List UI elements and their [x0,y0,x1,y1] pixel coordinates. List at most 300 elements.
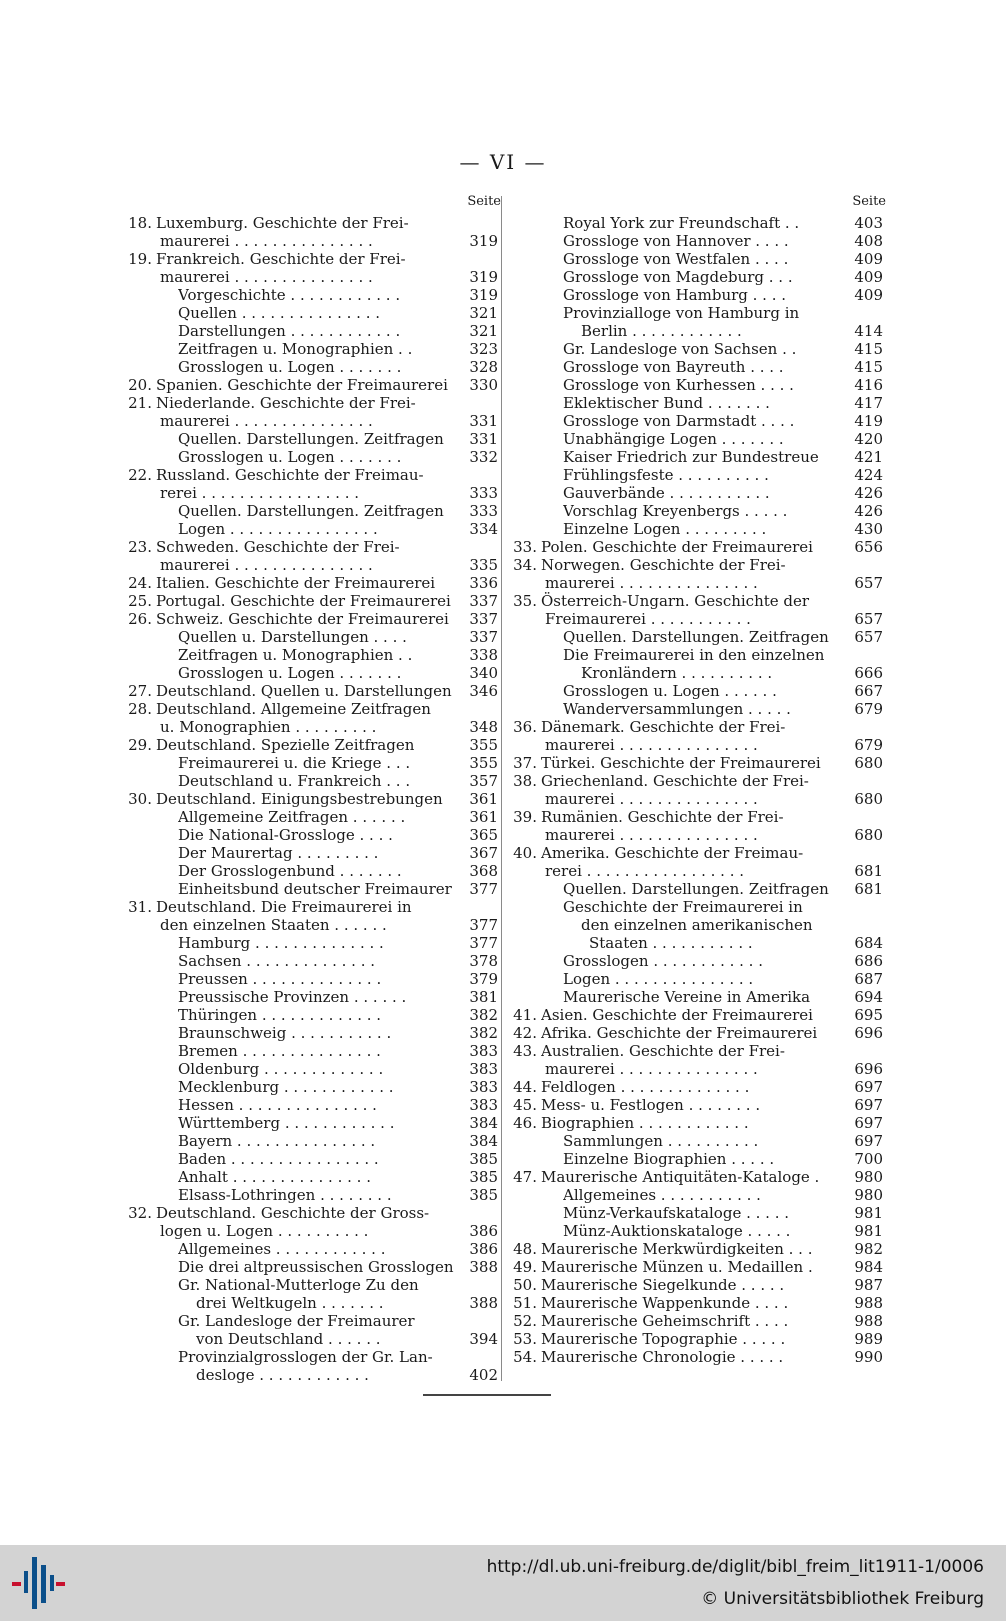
toc-entry-title: Amerika. Geschichte der Freimau- [541,844,804,862]
toc-entry-page: 383 [469,1096,498,1114]
toc-entry [503,1024,883,1042]
toc-entry-page: 340 [469,664,498,682]
toc-entry [503,448,883,466]
toc-entry-page: 666 [854,664,883,682]
toc-entry-page: 331 [469,430,498,448]
toc-entry-number: 42. [513,1024,537,1042]
toc-entry-number: 53. [513,1330,537,1348]
toc-entry-title: Gauverbände . . . . . . . . . . . [563,484,770,502]
toc-entry-title: Quellen. Darstellungen. Zeitfragen [178,430,444,448]
toc-entry [118,376,498,394]
toc-entry-title: Maurerische Wappenkunde . . . . [541,1294,789,1312]
toc-entry-number: 33. [513,538,537,556]
toc-entry-page: 334 [469,520,498,538]
toc-entry [118,628,498,646]
toc-entry [118,484,498,502]
toc-entry-page: 415 [854,358,883,376]
toc-entry [503,412,883,430]
toc-entry-page: 987 [854,1276,883,1294]
toc-entry-title: Quellen. Darstellungen. Zeitfragen [563,628,829,646]
toc-entry-title: Portugal. Geschichte der Freimaurerei [156,592,451,610]
toc-entry-title: Quellen . . . . . . . . . . . . . . . [178,304,381,322]
toc-right-rows [503,214,883,1366]
toc-entry-title: maurerei . . . . . . . . . . . . . . . [545,736,758,754]
toc-entry-page: 980 [854,1186,883,1204]
toc-entry-number: 35. [513,592,537,610]
toc-entry-title: Quellen. Darstellungen. Zeitfragen [178,502,444,520]
toc-entry-number: 31. [128,898,152,916]
toc-entry [503,862,883,880]
toc-entry-page: 346 [469,682,498,700]
toc-entry-title: Gr. Landesloge von Sachsen . . [563,340,797,358]
toc-entry [118,646,498,664]
toc-entry-number: 49. [513,1258,537,1276]
toc-entry-title: Kaiser Friedrich zur Bundestreue [563,448,819,466]
toc-entry [503,232,883,250]
toc-entry-title: Allgemeines . . . . . . . . . . . [563,1186,761,1204]
toc-entry [118,1258,498,1276]
toc-entry-page: 680 [854,826,883,844]
toc-entry-title: Asien. Geschichte der Freimaurerei [541,1006,813,1024]
toc-entry [118,1276,498,1294]
toc-entry-title: Afrika. Geschichte der Freimaurerei [541,1024,818,1042]
toc-entry [503,916,883,934]
toc-entry-title: Maurerische Geheimschrift . . . . [541,1312,789,1330]
toc-entry-title: Logen . . . . . . . . . . . . . . . . [178,520,378,538]
toc-entry-title: Grosslogen . . . . . . . . . . . . [563,952,763,970]
toc-entry-title: Grosslogen u. Logen . . . . . . [563,682,777,700]
toc-entry [118,952,498,970]
toc-entry-title: Bremen . . . . . . . . . . . . . . . [178,1042,381,1060]
toc-entry-title: Sachsen . . . . . . . . . . . . . . [178,952,376,970]
toc-entry [503,898,883,916]
toc-entry-title: logen u. Logen . . . . . . . . . . [160,1222,369,1240]
toc-entry-title: maurerei . . . . . . . . . . . . . . . [160,232,373,250]
toc-entry-page: 378 [469,952,498,970]
toc-entry-number: 28. [128,700,152,718]
toc-entry-page: 426 [854,502,883,520]
toc-entry-number: 37. [513,754,537,772]
toc-entry-page: 384 [469,1132,498,1150]
toc-entry-page: 980 [854,1168,883,1186]
toc-entry-title: Maurerische Chronologie . . . . . [541,1348,784,1366]
toc-entry [118,286,498,304]
toc-entry [503,754,883,772]
toc-entry [503,304,883,322]
toc-entry-page: 335 [469,556,498,574]
toc-entry-title: Grossloge von Westfalen . . . . [563,250,789,268]
toc-entry-page: 419 [854,412,883,430]
toc-entry [503,1348,883,1366]
toc-entry-page: 384 [469,1114,498,1132]
toc-entry-title: Der Maurertag . . . . . . . . . [178,844,379,862]
footer-bar [0,1545,1006,1621]
toc-entry-number: 41. [513,1006,537,1024]
toc-entry [503,484,883,502]
toc-entry-page: 414 [854,322,883,340]
toc-entry [118,754,498,772]
toc-entry-title: Freimaurerei u. die Kriege . . . [178,754,411,772]
toc-entry-title: Zeitfragen u. Monographien . . [178,646,413,664]
toc-entry-number: 19. [128,250,152,268]
toc-entry [503,1060,883,1078]
toc-entry [118,1240,498,1258]
toc-entry [503,1078,883,1096]
toc-entry [503,772,883,790]
toc-entry [118,700,498,718]
toc-entry-title: Frankreich. Geschichte der Frei- [156,250,406,268]
toc-entry-title: Zeitfragen u. Monographien . . [178,340,413,358]
column-divider [501,196,502,1381]
toc-entry-title: Freimaurerei . . . . . . . . . . . [545,610,751,628]
toc-entry [118,304,498,322]
toc-entry-page: 328 [469,358,498,376]
toc-entry [118,916,498,934]
toc-entry-page: 388 [469,1258,498,1276]
toc-entry-number: 20. [128,376,152,394]
toc-entry-title: Grossloge von Kurhessen . . . . [563,376,794,394]
toc-entry-page: 332 [469,448,498,466]
toc-entry-title: Allgemeines . . . . . . . . . . . . [178,1240,386,1258]
toc-entry-page: 336 [469,574,498,592]
toc-entry-page: 687 [854,970,883,988]
toc-entry [118,466,498,484]
toc-entry-page: 402 [469,1366,498,1384]
toc-entry-page: 417 [854,394,883,412]
toc-entry-page: 379 [469,970,498,988]
toc-entry-number: 50. [513,1276,537,1294]
toc-entry [503,250,883,268]
toc-entry [503,718,883,736]
toc-entry-page: 403 [854,214,883,232]
toc-entry-title: Deutschland. Die Freimaurerei in [156,898,412,916]
toc-entry [118,358,498,376]
toc-entry-page: 667 [854,682,883,700]
toc-entry-page: 337 [469,592,498,610]
toc-entry-page: 681 [854,880,883,898]
toc-entry [118,1060,498,1078]
toc-entry-page: 409 [854,286,883,304]
toc-entry-number: 43. [513,1042,537,1060]
toc-entry [503,988,883,1006]
toc-entry [503,1330,883,1348]
toc-entry-page: 394 [469,1330,498,1348]
toc-entry [503,1312,883,1330]
toc-entry-title: Quellen. Darstellungen. Zeitfragen [563,880,829,898]
toc-entry [118,1204,498,1222]
toc-entry-title: Grosslogen u. Logen . . . . . . . [178,358,402,376]
toc-entry-title: Preussische Provinzen . . . . . . [178,988,407,1006]
seite-label-left: Seite [467,194,501,209]
toc-entry-number: 45. [513,1096,537,1114]
toc-entry-title: Türkei. Geschichte der Freimaurerei [541,754,821,772]
toc-entry-page: 984 [854,1258,883,1276]
toc-entry [118,394,498,412]
toc-entry [503,322,883,340]
toc-entry-page: 323 [469,340,498,358]
toc-entry-title: Preussen . . . . . . . . . . . . . . [178,970,382,988]
toc-entry-page: 388 [469,1294,498,1312]
toc-entry [503,538,883,556]
toc-entry-title: von Deutschland . . . . . . [196,1330,381,1348]
toc-entry [118,1024,498,1042]
toc-entry-page: 657 [854,628,883,646]
toc-entry [118,574,498,592]
page-number: — VI — [459,150,547,174]
toc-entry-page: 409 [854,250,883,268]
toc-entry-page: 680 [854,754,883,772]
toc-entry-page: 368 [469,862,498,880]
toc-entry [503,970,883,988]
toc-entry [118,520,498,538]
toc-entry [503,844,883,862]
toc-entry [118,556,498,574]
toc-entry [503,1114,883,1132]
toc-entry-number: 29. [128,736,152,754]
seite-label-right: Seite [852,194,886,209]
toc-entry-title: Maurerische Vereine in Amerika [563,988,811,1006]
end-rule [423,1394,551,1396]
toc-entry-title: Maurerische Merkwürdigkeiten . . . [541,1240,813,1258]
toc-entry-title: Deutschland. Allgemeine Zeitfragen [156,700,431,718]
toc-entry [118,340,498,358]
toc-entry-page: 679 [854,736,883,754]
toc-entry-page: 333 [469,502,498,520]
toc-entry-title: den einzelnen amerikanischen [581,916,813,934]
toc-entry [503,1276,883,1294]
toc-entry-title: Geschichte der Freimaurerei in [563,898,803,916]
toc-entry [118,1042,498,1060]
source-url[interactable]: http://dl.ub.uni-freiburg.de/diglit/bibl_freim_lit1911-1/0006 [486,1557,984,1577]
ub-freiburg-logo-icon [10,1555,66,1611]
toc-entry-title: maurerei . . . . . . . . . . . . . . . [545,574,758,592]
toc-entry-number: 26. [128,610,152,628]
toc-entry [503,376,883,394]
toc-entry-title: Die drei altpreussischen Grosslogen [178,1258,454,1276]
toc-entry-title: Provinzialgrosslogen der Gr. Lan- [178,1348,433,1366]
toc-entry [503,214,883,232]
toc-entry [503,520,883,538]
toc-entry [118,1330,498,1348]
toc-entry-page: 385 [469,1186,498,1204]
toc-entry-title: Vorschlag Kreyenbergs . . . . . [563,502,788,520]
toc-entry [118,970,498,988]
toc-entry [118,862,498,880]
toc-entry-page: 697 [854,1078,883,1096]
toc-entry [503,1042,883,1060]
toc-entry-page: 361 [469,790,498,808]
toc-entry-page: 386 [469,1222,498,1240]
toc-entry-title: Unabhängige Logen . . . . . . . [563,430,784,448]
toc-entry [118,1186,498,1204]
toc-entry-page: 361 [469,808,498,826]
toc-entry-number: 38. [513,772,537,790]
toc-entry-number: 54. [513,1348,537,1366]
toc-entry [503,790,883,808]
toc-entry-title: Maurerische Münzen u. Medaillen . [541,1258,813,1276]
toc-entry-title: Einzelne Logen . . . . . . . . . [563,520,767,538]
toc-entry-page: 377 [469,916,498,934]
toc-entry [118,1096,498,1114]
toc-entry-page: 333 [469,484,498,502]
toc-entry-title: drei Weltkugeln . . . . . . . [196,1294,384,1312]
toc-entry [118,430,498,448]
toc-entry-title: Gr. Landesloge der Freimaurer [178,1312,415,1330]
toc-entry-title: Luxemburg. Geschichte der Frei- [156,214,409,232]
toc-entry-page: 337 [469,628,498,646]
toc-entry [503,430,883,448]
toc-entry-number: 21. [128,394,152,412]
toc-entry-title: Dänemark. Geschichte der Frei- [541,718,786,736]
toc-entry-page: 355 [469,754,498,772]
toc-entry [118,844,498,862]
toc-entry-page: 680 [854,790,883,808]
toc-entry-title: Grossloge von Hannover . . . . [563,232,789,250]
toc-entry-page: 385 [469,1150,498,1168]
toc-entry-page: 409 [854,268,883,286]
toc-entry-title: maurerei . . . . . . . . . . . . . . . [545,790,758,808]
toc-left-rows [118,214,498,1384]
toc-entry [503,574,883,592]
toc-entry-number: 25. [128,592,152,610]
toc-entry-title: maurerei . . . . . . . . . . . . . . . [545,826,758,844]
toc-entry-page: 382 [469,1006,498,1024]
toc-entry-title: rerei . . . . . . . . . . . . . . . . . [545,862,745,880]
toc-entry [503,646,883,664]
toc-entry-title: Royal York zur Freundschaft . . [563,214,800,232]
toc-entry-page: 367 [469,844,498,862]
toc-entry-title: Grosslogen u. Logen . . . . . . . [178,664,402,682]
toc-entry-page: 981 [854,1204,883,1222]
toc-entry-page: 385 [469,1168,498,1186]
toc-entry-page: 681 [854,862,883,880]
toc-entry-title: Einzelne Biographien . . . . . [563,1150,775,1168]
toc-entry [503,1006,883,1024]
toc-entry-title: Grossloge von Magdeburg . . . [563,268,793,286]
toc-entry [503,808,883,826]
toc-entry-title: Mecklenburg . . . . . . . . . . . . [178,1078,394,1096]
toc-entry-page: 319 [469,268,498,286]
toc-entry [503,700,883,718]
toc-entry-page: 697 [854,1132,883,1150]
toc-entry-page: 700 [854,1150,883,1168]
toc-entry [503,340,883,358]
toc-entry-page: 679 [854,700,883,718]
toc-entry-page: 695 [854,1006,883,1024]
toc-entry [118,808,498,826]
toc-entry [503,1258,883,1276]
toc-entry [503,1294,883,1312]
toc-entry-number: 48. [513,1240,537,1258]
toc-entry-page: 386 [469,1240,498,1258]
toc-entry-title: maurerei . . . . . . . . . . . . . . . [545,1060,758,1078]
toc-entry [503,1096,883,1114]
toc-entry-title: Die National-Grossloge . . . . [178,826,393,844]
toc-entry [503,466,883,484]
toc-entry-title: Grossloge von Darmstadt . . . . [563,412,795,430]
toc-entry-title: Schweden. Geschichte der Frei- [156,538,400,556]
toc-entry [503,286,883,304]
toc-entry [503,610,883,628]
toc-entry-title: Thüringen . . . . . . . . . . . . . [178,1006,382,1024]
toc-entry-title: Eklektischer Bund . . . . . . . [563,394,770,412]
toc-entry [503,268,883,286]
toc-entry-title: Münz-Verkaufskataloge . . . . . [563,1204,789,1222]
toc-entry [118,682,498,700]
toc-entry-title: Deutschland. Spezielle Zeitfragen [156,736,415,754]
toc-entry-title: Spanien. Geschichte der Freimaurerei [156,376,448,394]
toc-entry [118,898,498,916]
toc-entry-title: Maurerische Topographie . . . . . [541,1330,786,1348]
toc-entry-number: 27. [128,682,152,700]
toc-entry-title: Frühlingsfeste . . . . . . . . . . [563,466,769,484]
toc-entry [503,502,883,520]
toc-entry [118,250,498,268]
toc-entry-title: Mess- u. Festlogen . . . . . . . . [541,1096,761,1114]
toc-entry [118,232,498,250]
toc-entry [503,880,883,898]
toc-entry [118,1078,498,1096]
toc-entry-title: Hamburg . . . . . . . . . . . . . . [178,934,384,952]
toc-entry [118,772,498,790]
toc-entry-page: 319 [469,232,498,250]
toc-entry-page: 697 [854,1096,883,1114]
toc-entry-title: Deutschland. Geschichte der Gross- [156,1204,430,1222]
toc-entry-title: Russland. Geschichte der Freimau- [156,466,424,484]
toc-entry [118,268,498,286]
toc-entry [118,502,498,520]
toc-entry [503,556,883,574]
toc-entry-page: 424 [854,466,883,484]
toc-entry-number: 34. [513,556,537,574]
toc-entry-title: Feldlogen . . . . . . . . . . . . . . [541,1078,750,1096]
toc-entry [118,448,498,466]
toc-entry-title: Braunschweig . . . . . . . . . . . [178,1024,392,1042]
toc-entry-page: 982 [854,1240,883,1258]
toc-entry-title: Baden . . . . . . . . . . . . . . . . [178,1150,379,1168]
toc-entry [118,826,498,844]
toc-entry-page: 988 [854,1294,883,1312]
toc-entry-title: Australien. Geschichte der Frei- [541,1042,785,1060]
toc-entry [118,1132,498,1150]
toc-entry [118,1348,498,1366]
toc-entry-page: 990 [854,1348,883,1366]
toc-entry-page: 355 [469,736,498,754]
toc-entry-title: u. Monographien . . . . . . . . . [160,718,377,736]
toc-entry [118,1366,498,1384]
toc-entry [118,412,498,430]
toc-entry-page: 330 [469,376,498,394]
toc-entry [118,988,498,1006]
toc-entry-number: 40. [513,844,537,862]
toc-entry-page: 331 [469,412,498,430]
toc-entry [503,1186,883,1204]
toc-entry-title: Berlin . . . . . . . . . . . . [581,322,742,340]
toc-entry [503,826,883,844]
toc-entry [503,952,883,970]
toc-entry-title: Gr. National-Mutterloge Zu den [178,1276,419,1294]
toc-entry-page: 989 [854,1330,883,1348]
toc-entry-page: 694 [854,988,883,1006]
toc-entry [503,1150,883,1168]
toc-entry [118,322,498,340]
toc-entry-title: Norwegen. Geschichte der Frei- [541,556,786,574]
toc-entry-title: Polen. Geschichte der Freimaurerei [541,538,813,556]
toc-entry-title: maurerei . . . . . . . . . . . . . . . [160,556,373,574]
toc-entry-page: 656 [854,538,883,556]
toc-entry [118,1114,498,1132]
toc-entry [503,1132,883,1150]
